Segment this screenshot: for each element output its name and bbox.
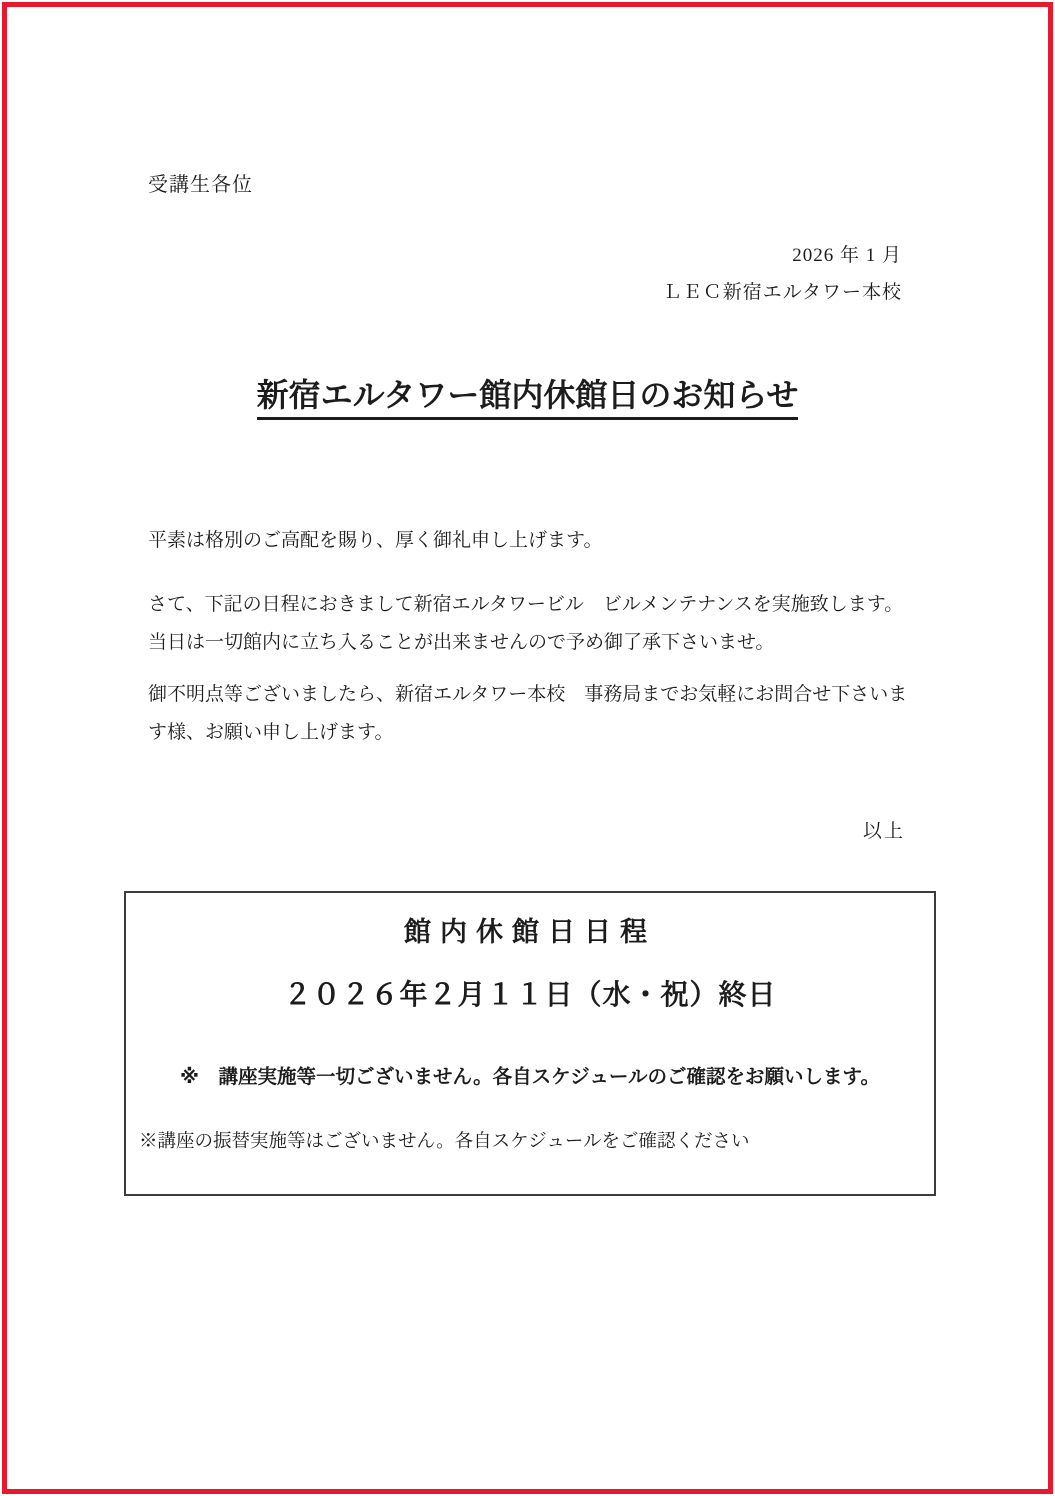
issue-date: 2026 年 1 月 bbox=[792, 245, 902, 266]
paragraph-line: 御不明点等ございましたら、新宿エルタワー本校 事務局までお気軽にお問合せ下さいま bbox=[148, 684, 908, 705]
recipient-line: 受講生各位 bbox=[148, 174, 253, 196]
sender-name: ＬＥＣ新宿エルタワー本校 bbox=[662, 282, 902, 303]
paragraph-line: さて、下記の日程におきまして新宿エルタワービル ビルメンテナンスを実施致します。 bbox=[148, 594, 904, 615]
closure-date: ２０２６年２月１１日（水・祝）終日 bbox=[283, 980, 777, 1011]
closure-schedule-heading: 館内休館日日程 bbox=[404, 917, 656, 947]
date-sender-block bbox=[663, 237, 902, 311]
closure-note-bold: ※ 講座実施等一切ございません。各自スケジュールのご確認をお願いします。 bbox=[180, 1066, 880, 1088]
paragraph-line: す様、お願い申し上げます。 bbox=[148, 722, 394, 743]
paragraph-greeting bbox=[148, 522, 602, 560]
closing-word: 以上 bbox=[862, 821, 905, 842]
document-title bbox=[0, 370, 1055, 420]
paragraph-maintenance bbox=[148, 586, 903, 662]
paragraph-contact bbox=[148, 676, 907, 752]
closure-notice-box bbox=[124, 891, 936, 1196]
paragraph-line: 当日は一切館内に立ち入ることが出来ませんので予め御了承下さいませ。 bbox=[148, 632, 775, 653]
closure-note-plain: ※講座の振替実施等はございません。各自スケジュールをご確認ください bbox=[139, 1132, 750, 1152]
document-title-text: 新宿エルタワー館内休館日のお知らせ bbox=[257, 370, 799, 420]
paragraph-line: 平素は格別のご高配を賜り、厚く御礼申し上げます。 bbox=[148, 530, 603, 551]
